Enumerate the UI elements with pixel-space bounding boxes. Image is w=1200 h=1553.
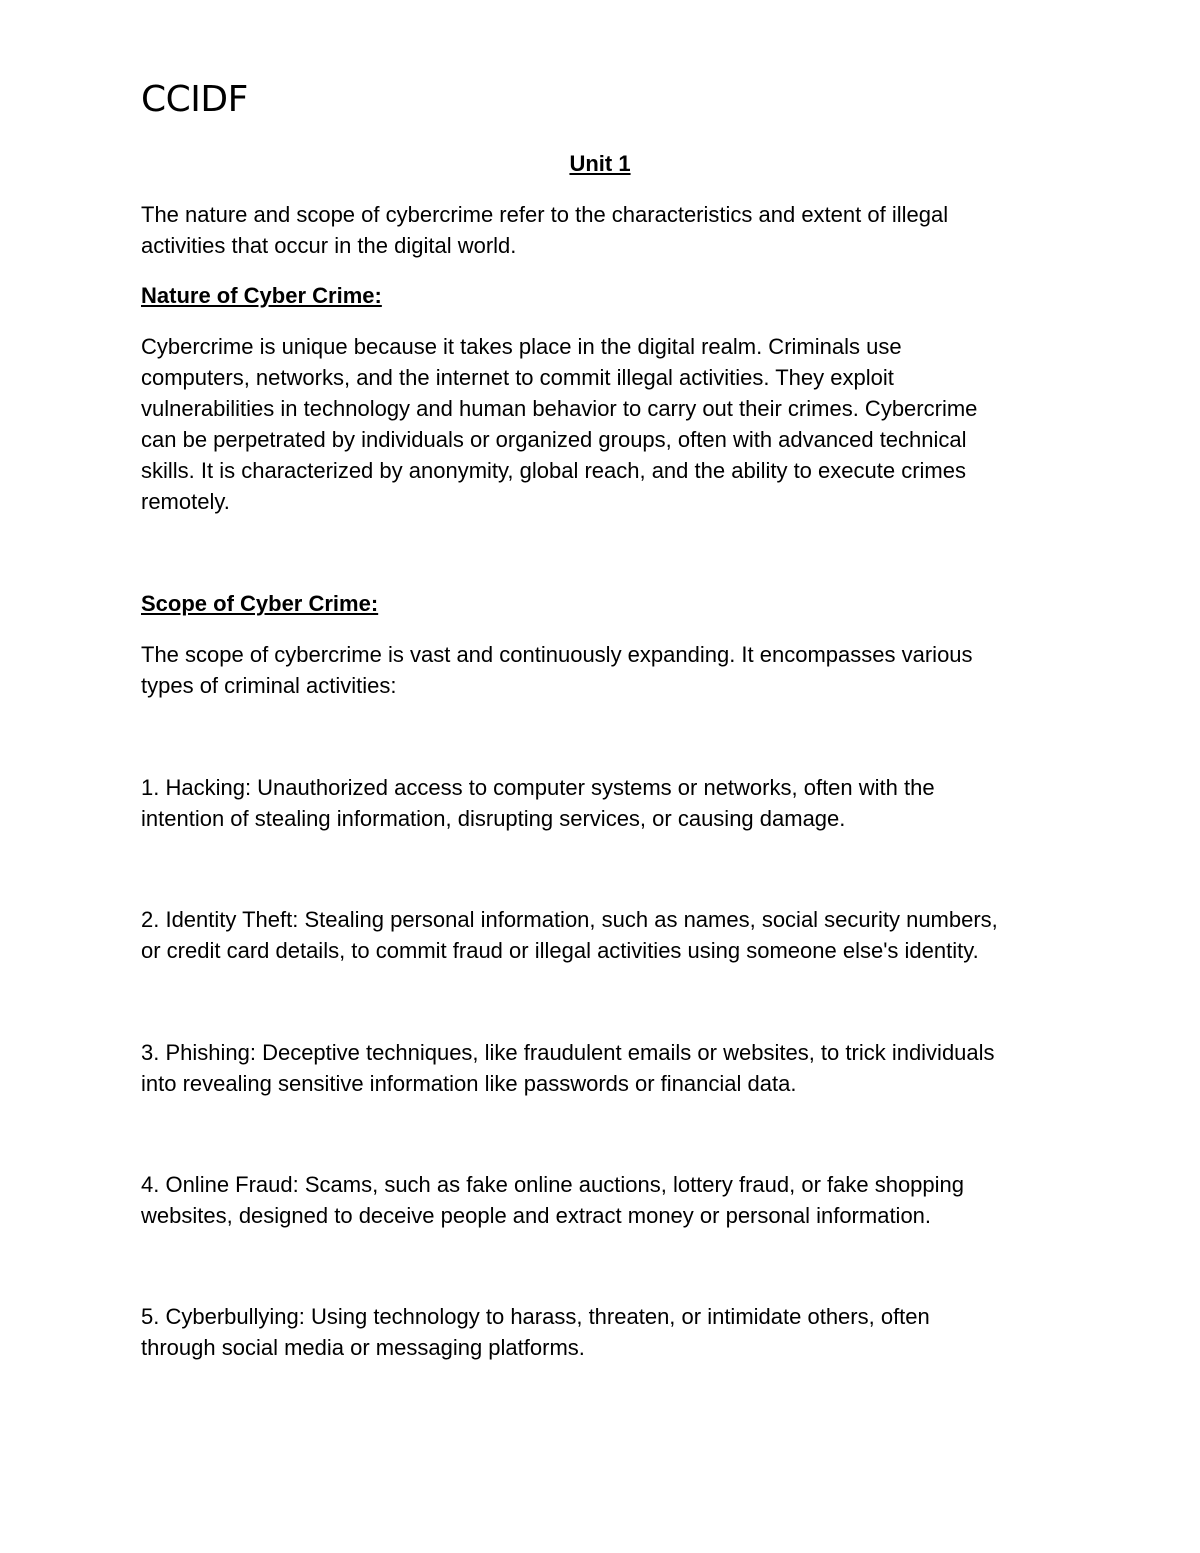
list-item: 5. Cyberbullying: Using technology to harass, threaten, or intimidate others, often through social media or messaging platforms.	[141, 1304, 930, 1360]
intro-paragraph: The nature and scope of cybercrime refer to the characteristics and extent of illegal activities that occur in the digital world.	[141, 202, 949, 258]
nature-heading: Nature of Cyber Crime:	[141, 283, 382, 308]
scope-heading: Scope of Cyber Crime:	[141, 591, 379, 616]
list-item: 3. Phishing: Deceptive techniques, like fraudulent emails or websites, to trick individuals into revealing sensitive information like passwords or financial data.	[141, 1040, 995, 1096]
document-title: CCIDF	[141, 79, 248, 120]
list-item: 1. Hacking: Unauthorized access to computer systems or networks, often with the intention of stealing information, disrupting services, or causing damage.	[141, 775, 935, 831]
list-item: 2. Identity Theft: Stealing personal information, such as names, social security numbers, or credit card details, to commit fraud or illegal activities using someone else's identity.	[141, 907, 998, 963]
nature-paragraph: Cybercrime is unique because it takes place in the digital realm. Criminals use computers, networks, and the internet to commit illegal activities. They exploit vulnerabilities in technology and human behavior to carry out their crimes. Cybercrime can be perpetrated by individuals or organized groups, often with advanced technical skills. It is characterized by anonymity, global reach, and the ability to execute crimes remotely.	[141, 334, 978, 514]
scope-paragraph: The scope of cybercrime is vast and continuously expanding. It encompasses various types of criminal activities:	[141, 642, 973, 698]
list-item: 4. Online Fraud: Scams, such as fake online auctions, lottery fraud, or fake shopping websites, designed to deceive people and extract money or personal information.	[141, 1172, 965, 1228]
unit-heading: Unit 1	[569, 151, 631, 176]
